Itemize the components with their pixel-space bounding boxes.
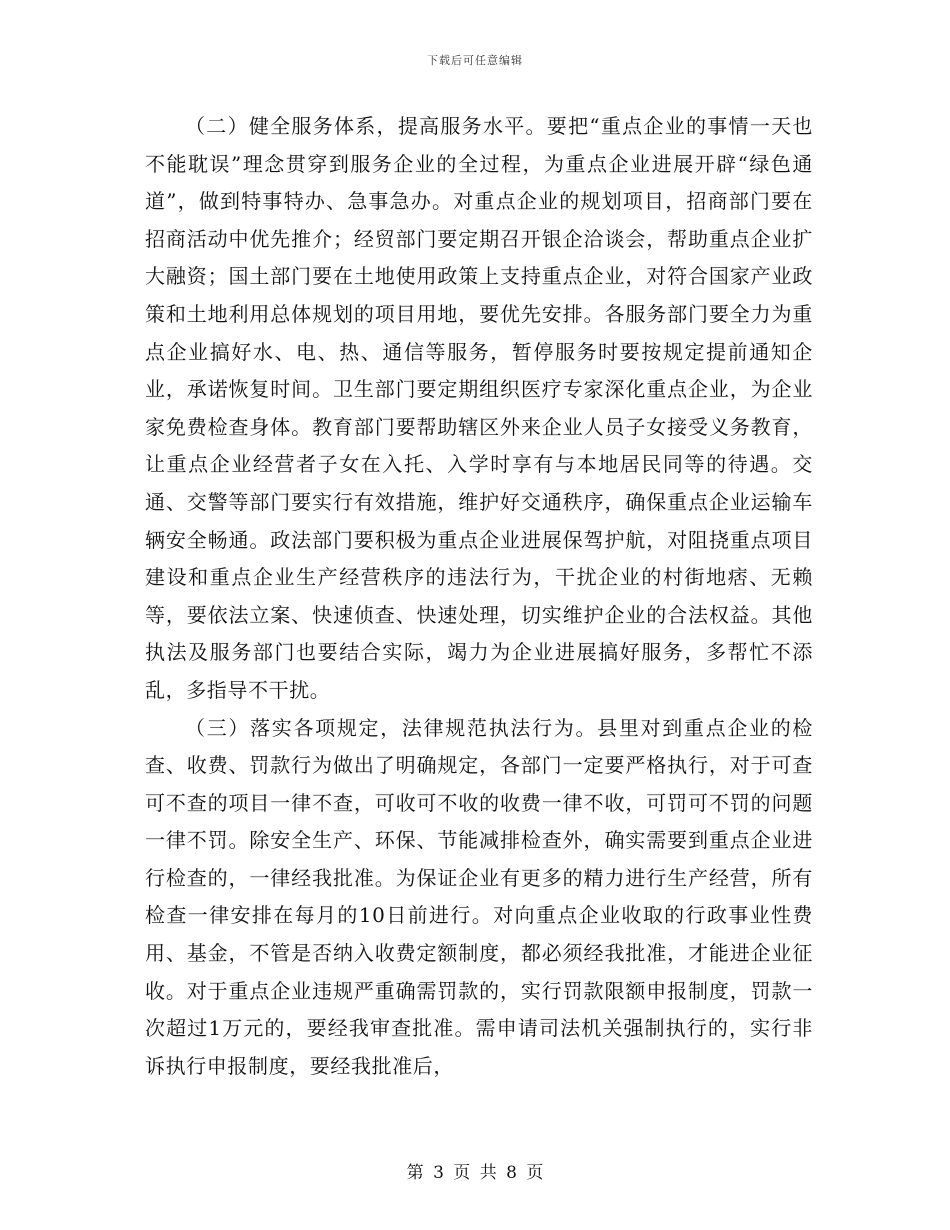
- paragraph-regulations: （三）落实各项规定，法律规范执法行为。县里对到重点企业的检查、收费、罚款行为做出了明确规定，各部门一定要严格执行，对于可查可不查的项目一律不查，可收可不收的收费一律不收，可罚可不罚的问题一律不罚。除安全生产、环保、节能减排检查外，确实需要到重点企业进行检查的，一律经我批准。为保证企业有更多的精力进行生产经营，所有检查一律安排在每月的10日前进行。对向重点企业收取的行政事业性费用、基金，不管是否纳入收费定额制度，都必须经我批准，才能进企业征收。对于重点企业违规严重确需罚款的，实行罚款限额申报制度，罚款一次超过1万元的，要经我审查批准。需申请司法机关强制执行的，实行非诉执行申报制度，要经我批准后，: [145, 715, 813, 1078]
- paragraph-services: （二）健全服务体系，提高服务水平。要把“重点企业的事情一天也不能耽误”理念贯穿到服务企业的全过程，为重点企业进展开辟“绿色通道”，做到特事特办、急事急办。对重点企业的规划项目，招商部门要在招商活动中优先推介；经贸部门要定期召开银企洽谈会，帮助重点企业扩大融资；国土部门要在土地使用政策上支持重点企业，对符合国家产业政策和土地利用总体规划的项目用地，要优先安排。各服务部门要全力为重点企业搞好水、电、热、通信等服务，暂停服务时要按规定提前通知企业，承诺恢复时间。卫生部门要定期组织医疗专家深化重点企业，为企业家免费检查身体。教育部门要帮助辖区外来企业人员子女接受义务教育，让重点企业经营者子女在入托、入学时享有与本地居民同等的待遇。交通、交警等部门要实行有效措施，维护好交通秩序，确保重点企业运输车辆安全畅通。政法部门要积极为重点企业进展保驾护航，对阻挠重点项目建设和重点企业生产经营秩序的违法行为，干扰企业的村街地痞、无赖等，要依法立案、快速侦查、快速处理，切实维护企业的合法权益。其他执法及服务部门也要结合实际，竭力为企业进展搞好服务，多帮忙不添乱，多指导不干扰。: [145, 114, 813, 702]
- document-body: [145, 108, 813, 1085]
- page-number: 第 3 页 共 8 页: [406, 1163, 544, 1183]
- page-header-note: 下载后可任意编辑: [427, 54, 523, 67]
